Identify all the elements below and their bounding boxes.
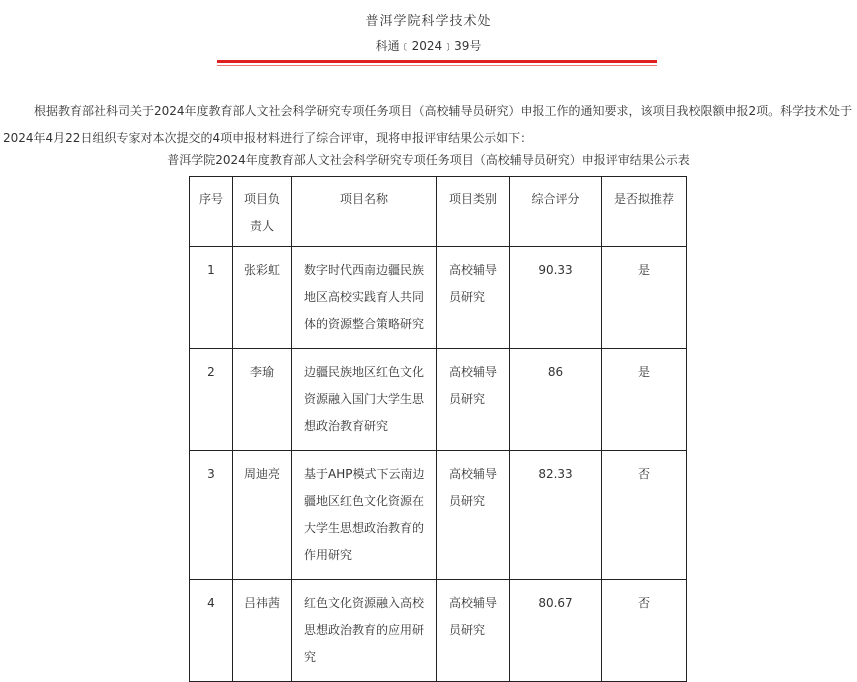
table-row [190, 247, 687, 349]
cell-recommend: 否 [602, 580, 687, 682]
intro-paragraph: 根据教育部社科司关于2024年度教育部人文社会科学研究专项任务项目（高校辅导员研究）申报工作的通知要求，该项目我校限额申报2项。科学技术处于2024年4月22日组织专家对本次提交的4项申报材料进行了综合评审，现将申报评审结果公示如下： [3, 104, 853, 145]
cell-no: 4 [190, 580, 233, 682]
cell-no: 1 [190, 247, 233, 349]
cell-score: 80.67 [510, 580, 602, 682]
header-no: 序号 [190, 177, 233, 247]
cell-score: 90.33 [510, 247, 602, 349]
issuing-organization: 普洱学院科学技术处 [365, 14, 492, 29]
header-category: 项目类别 [437, 177, 510, 247]
table-caption: 普洱学院2024年度教育部人文社会科学研究专项任务项目（高校辅导员研究）申报评审结果公示表 [167, 153, 690, 167]
cell-category: 高校辅导员研究 [437, 451, 510, 580]
cell-name: 红色文化资源融入高校思想政治教育的应用研究 [292, 580, 437, 682]
table-row [190, 580, 687, 682]
cell-recommend: 是 [602, 247, 687, 349]
cell-no: 3 [190, 451, 233, 580]
cell-name: 边疆民族地区红色文化资源融入国门大学生思想政治教育研究 [292, 349, 437, 451]
table-row [190, 349, 687, 451]
cell-score: 86 [510, 349, 602, 451]
review-result-table [189, 176, 687, 682]
cell-name: 基于AHP模式下云南边疆地区红色文化资源在大学生思想政治教育的作用研究 [292, 451, 437, 580]
document-number: 科通﹝2024﹞39号 [375, 39, 482, 53]
red-header-rule-thin [217, 65, 657, 66]
cell-no: 2 [190, 349, 233, 451]
header-score: 综合评分 [510, 177, 602, 247]
cell-name: 数字时代西南边疆民族地区高校实践育人共同体的资源整合策略研究 [292, 247, 437, 349]
header-recommend: 是否拟推荐 [602, 177, 687, 247]
cell-lead: 吕祎茜 [233, 580, 292, 682]
cell-recommend: 是 [602, 349, 687, 451]
cell-category: 高校辅导员研究 [437, 247, 510, 349]
red-header-rule [217, 60, 657, 63]
cell-category: 高校辅导员研究 [437, 349, 510, 451]
cell-lead: 周迪亮 [233, 451, 292, 580]
cell-lead: 张彩虹 [233, 247, 292, 349]
header-lead: 项目负责人 [233, 177, 292, 247]
header-name: 项目名称 [292, 177, 437, 247]
cell-lead: 李瑜 [233, 349, 292, 451]
table-header-row [190, 177, 687, 247]
table-row [190, 451, 687, 580]
cell-score: 82.33 [510, 451, 602, 580]
cell-recommend: 否 [602, 451, 687, 580]
cell-category: 高校辅导员研究 [437, 580, 510, 682]
